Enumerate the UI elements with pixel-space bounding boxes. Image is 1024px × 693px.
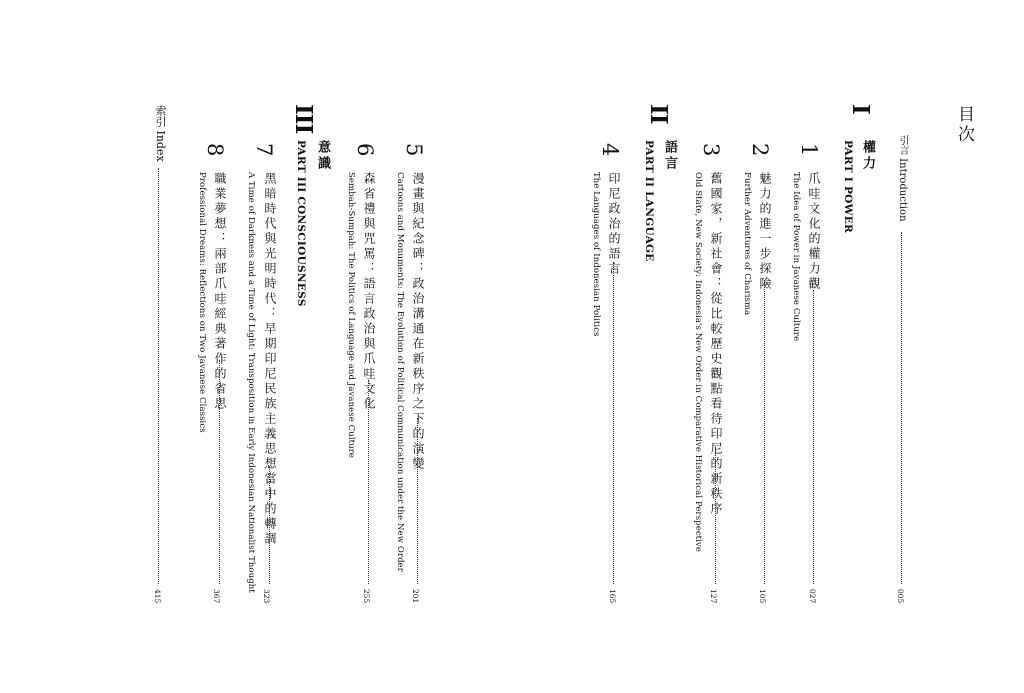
intro-leader: [901, 232, 902, 584]
chapter-5-leader: [417, 418, 418, 584]
chapter-3-leader: [715, 448, 716, 584]
chapter-5-page: 201: [411, 589, 420, 604]
chapter-4-page: 165: [608, 589, 617, 604]
part-3-zh: 意識: [315, 140, 330, 172]
chapter-4-leader: [613, 262, 614, 584]
part-2-en: PART II LANGUAGE: [643, 140, 655, 262]
chapter-2-page: 105: [758, 589, 767, 604]
part-2-zh: 語言: [662, 140, 677, 172]
chapter-6-page: 255: [362, 589, 371, 604]
chapter-7-zh[interactable]: 黑暗時代與光明時代：早期印尼民族主義思想當中的轉調: [263, 172, 277, 547]
chapter-8-page: 367: [212, 589, 221, 604]
part-1-en: PART I POWER: [842, 140, 854, 234]
chapter-6-zh[interactable]: 森省禮與咒罵：語言政治與爪哇文化: [362, 172, 376, 412]
chapter-7-leader: [269, 466, 270, 584]
part-3-roman: III: [290, 104, 317, 134]
chapter-7-en: A Time of Darkness and a Time of Light: Transposition in Early Indonesian Nationalist Thought: [246, 172, 256, 593]
chapter-8-leader: [219, 360, 220, 584]
chapter-3-zh[interactable]: 舊國家，新社會：從比較歷史觀點看待印尼的新秩序: [709, 172, 723, 517]
toc-title: 目次: [954, 105, 974, 145]
chapter-4-number: 4: [598, 143, 622, 157]
chapter-5-number: 5: [402, 143, 426, 157]
chapter-1-zh[interactable]: 爪哇文化的權力觀: [807, 172, 821, 292]
chapter-6-en: Sembah-Sumpah: The Politics of Language and Javanese Culture: [346, 172, 356, 459]
chapter-2-number: 2: [748, 143, 772, 157]
chapter-8-number: 8: [203, 143, 227, 157]
part-1-zh: 權力: [860, 140, 875, 172]
chapter-5-en: Cartoons and Monuments: The Evolution of Political Communication under the New Order: [395, 172, 405, 572]
part-3-en: PART III CONSCIOUSNESS: [295, 140, 307, 307]
chapter-4-zh[interactable]: 印尼政治的語言: [607, 172, 621, 277]
chapter-2-zh[interactable]: 魅力的進一步探險: [758, 172, 772, 292]
intro-page: 005: [896, 589, 905, 604]
chapter-3-en: Old State, New Society: Indonesia's New Order in Comparative Historical Perspective: [693, 172, 703, 553]
index-label[interactable]: 索引 Index: [154, 105, 167, 162]
chapter-7-page: 323: [262, 589, 271, 604]
chapter-6-number: 6: [353, 143, 377, 157]
chapter-1-leader: [813, 290, 814, 584]
index-leader: [158, 168, 159, 584]
chapter-2-en: Further Adventures of Charisma: [742, 172, 752, 316]
chapter-2-leader: [764, 280, 765, 584]
part-1-roman: I: [847, 104, 874, 114]
part-2-roman: II: [645, 104, 672, 124]
chapter-8-zh[interactable]: 職業夢想：兩部爪哇經典著作的省思: [213, 172, 227, 412]
chapter-4-en: The Languages of Indonesian Politics: [591, 172, 601, 337]
chapter-6-leader: [368, 380, 369, 584]
chapter-1-page: 027: [808, 589, 817, 604]
index-page: 415: [153, 589, 162, 604]
chapter-1-en: The Idea of Power in Javanese Culture: [791, 172, 801, 342]
chapter-3-page: 127: [709, 589, 718, 604]
chapter-7-number: 7: [252, 143, 276, 157]
chapter-8-en: Professional Dreams: Reflections on Two Javanese Classics: [197, 172, 207, 433]
chapter-5-zh[interactable]: 漫畫與紀念碑：政治溝通在新秩序之下的演變: [411, 172, 425, 472]
intro-label[interactable]: 引言 Introduction: [897, 135, 908, 222]
chapter-1-number: 1: [797, 143, 821, 157]
chapter-3-number: 3: [699, 143, 723, 157]
